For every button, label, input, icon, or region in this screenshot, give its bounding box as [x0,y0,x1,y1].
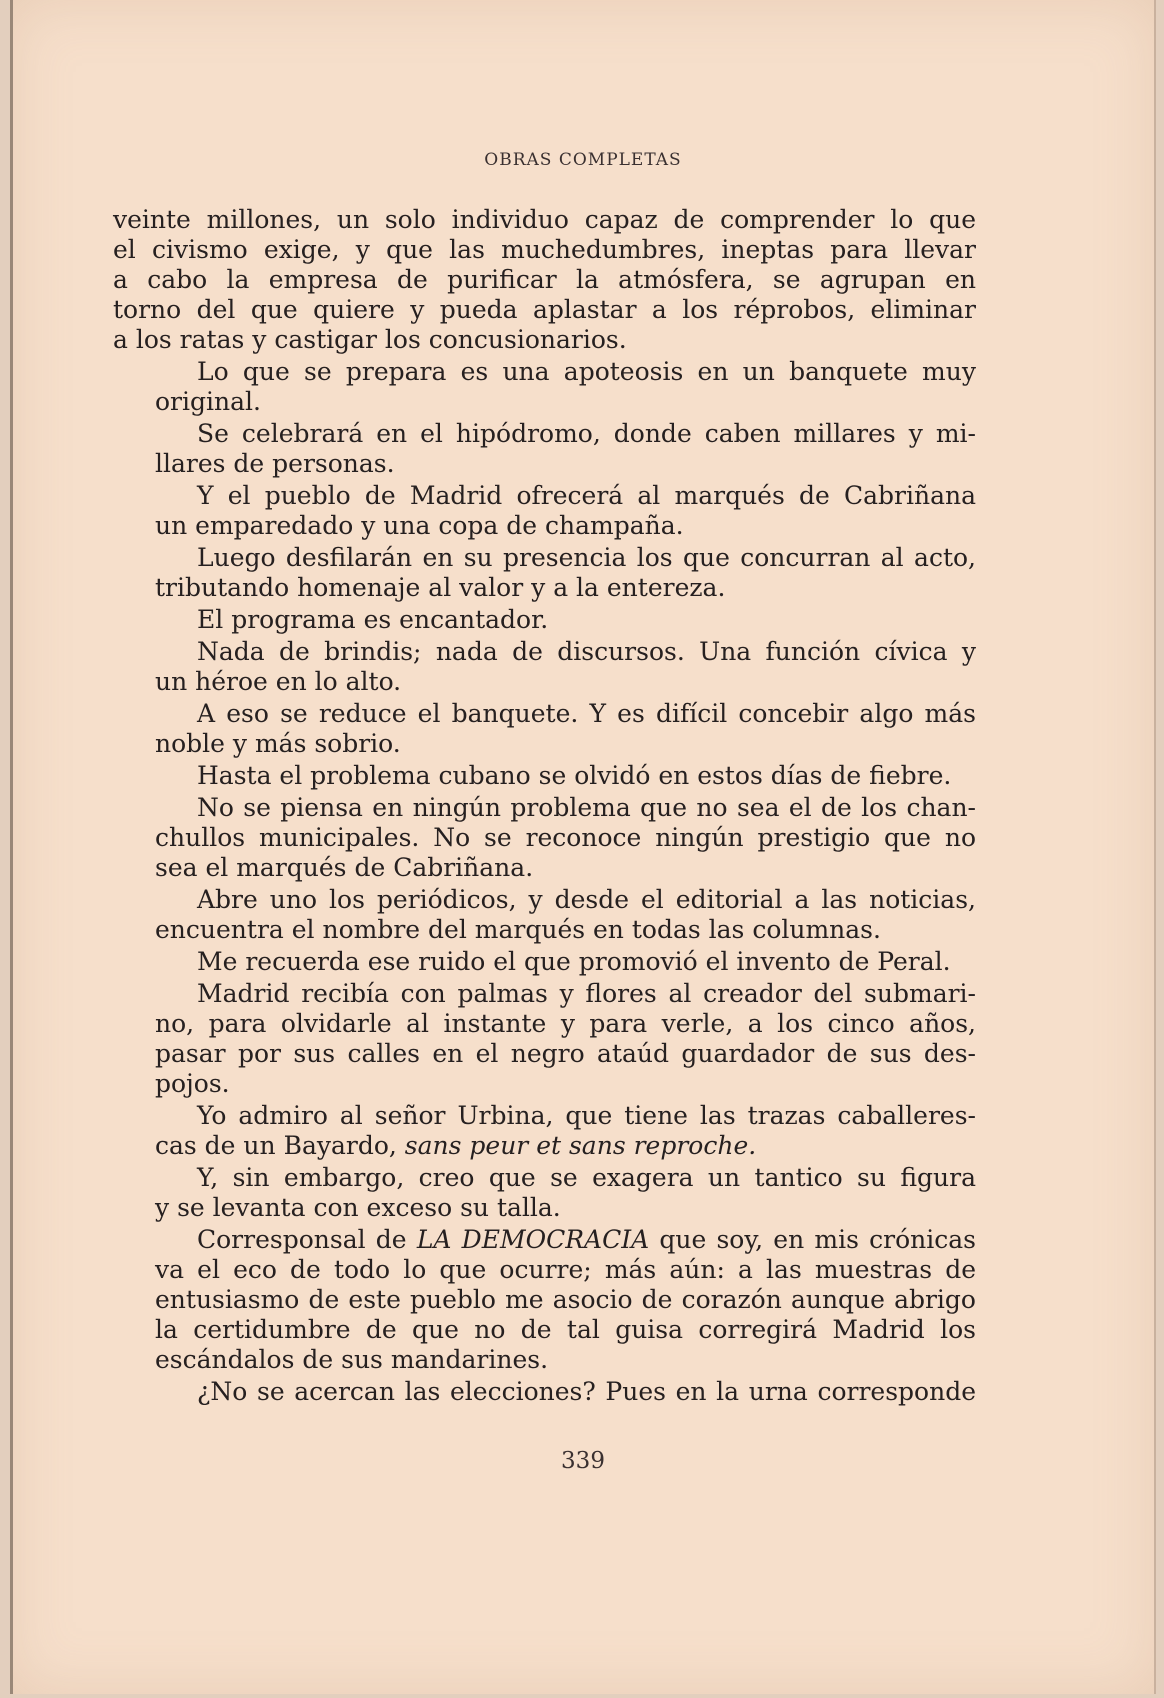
paragraph [113,979,976,1099]
text-line: a cabo la empresa de purificar la atmósfera, se agrupan en [113,265,976,294]
paragraph [113,1163,976,1223]
text-run: cas de un Bayardo, [155,1131,405,1160]
text-line: Y el pueblo de Madrid ofrecerá al marqués de Cabriñana [197,481,976,510]
paragraph [113,1225,976,1375]
text-line: tributando homenaje al valor y a la entereza. [155,573,726,602]
book-page [10,0,1156,1694]
paragraph [113,761,976,791]
text-line: un héroe en lo alto. [155,667,402,696]
text-line: la certidumbre de que no de tal guisa corregirá Madrid los [155,1315,976,1344]
text-run: Corresponsal de [197,1225,417,1254]
paragraph [113,543,976,603]
text-line: Nada de brindis; nada de discursos. Una función cívica y [197,637,976,666]
text-line: el civismo exige, y que las muchedumbres, ineptas para llevar [113,235,976,264]
text-line [113,1225,976,1255]
text-line: entusiasmo de este pueblo me asocio de corazón aunque abrigo [155,1285,976,1314]
text-line: El programa es encantador. [197,605,549,634]
text-line: noble y más sobrio. [155,729,401,758]
text-line: sea el marqués de Cabriñana. [155,853,534,882]
text-line: original. [155,387,261,416]
text-line: No se piensa en ningún problema que no sea el de los chan- [197,793,976,822]
text-line: chullos municipales. No se reconoce ningún prestigio que no [155,823,976,852]
text-line: encuentra el nombre del marqués en todas las columnas. [155,915,881,944]
text-line: escándalos de sus mandarines. [155,1345,549,1374]
paragraph [113,205,976,355]
text-line: Luego desfilarán en su presencia los que concurran al acto, [197,543,976,572]
text-line: y se levanta con exceso su talla. [155,1193,561,1222]
text-line: Madrid recibía con palmas y flores al creador del submari- [197,979,976,1008]
text-line: Y, sin embargo, creo que se exagera un tantico su figura [197,1163,976,1192]
paragraph [113,699,976,759]
italic-title: LA DEMOCRACIA [416,1225,650,1254]
text-line: A eso se reduce el banquete. Y es difícil concebir algo más [197,699,976,728]
paragraph [113,1377,976,1407]
paragraph [113,947,976,977]
text-line: Abre uno los periódicos, y desde el editorial a las noticias, [197,885,976,914]
body-text [113,205,976,1409]
text-line: pasar por sus calles en el negro ataúd guardador de sus des- [155,1039,976,1068]
text-line: torno del que quiere y pueda aplastar a los réprobos, eliminar [113,295,976,324]
text-line: un emparedado y una copa de champaña. [155,511,684,540]
paragraph [113,637,976,697]
text-line: llares de personas. [155,449,395,478]
text-line [113,1131,976,1161]
text-line: a los ratas y castigar los concusionarios. [113,325,627,354]
paragraph [113,605,976,635]
paragraph [113,419,976,479]
text-line: Me recuerda ese ruido el que promovió el invento de Peral. [197,947,951,976]
text-line: Yo admiro al señor Urbina, que tiene las trazas caballeres- [197,1101,976,1130]
text-line: Se celebrará en el hipódromo, donde caben millares y mi- [197,419,976,448]
text-line: va el eco de todo lo que ocurre; más aún: a las muestras de [155,1255,976,1284]
text-line: Hasta el problema cubano se olvidó en estos días de fiebre. [197,761,952,790]
text-line: ¿No se acercan las elecciones? Pues en la urna corresponde [197,1377,976,1406]
paragraph [113,885,976,945]
text-line: Lo que se prepara es una apoteosis en un banquete muy [197,357,976,386]
paragraph [113,481,976,541]
text-line: pojos. [155,1069,230,1098]
paragraph [113,1101,976,1161]
page-number: 339 [561,1448,605,1474]
paragraph [113,357,976,417]
text-line: veinte millones, un solo individuo capaz de comprender lo que [113,205,976,234]
text-run: que soy, en mis crónicas [649,1225,976,1254]
running-header: OBRAS COMPLETAS [484,150,682,170]
text-line: no, para olvidarle al instante y para verle, a los cinco años, [155,1009,976,1038]
paragraph [113,793,976,883]
italic-phrase: sans peur et sans reproche. [404,1131,757,1160]
